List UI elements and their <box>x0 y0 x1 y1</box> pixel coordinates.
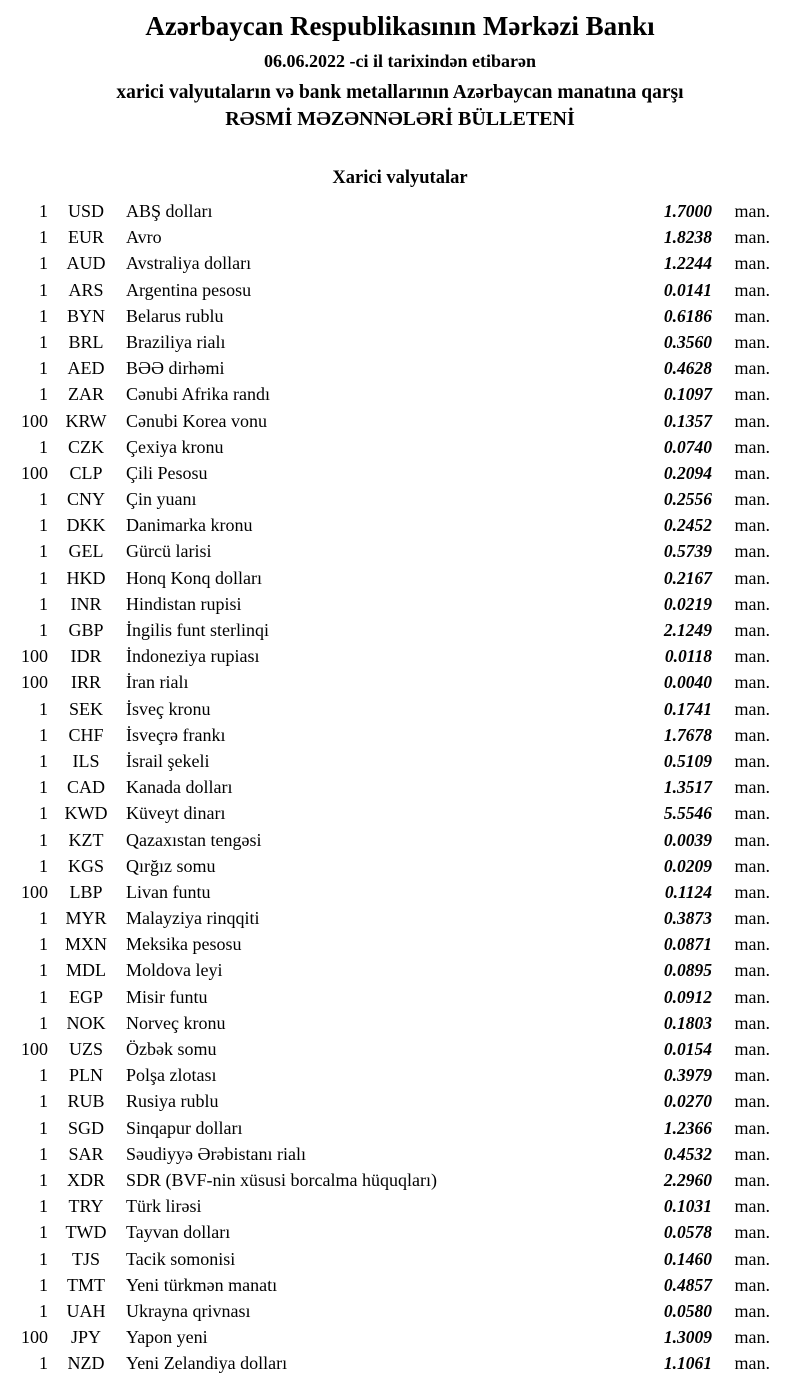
currency-name-cell: Danimarka kronu <box>126 515 253 536</box>
currency-code-cell: IDR <box>70 646 102 667</box>
rate-value-cell: 0.1460 <box>663 1248 712 1269</box>
currency-code-cell: ARS <box>68 279 104 300</box>
rate-value-cell: 0.1124 <box>664 881 712 902</box>
currency-code-cell: INR <box>70 593 102 614</box>
currency-name-cell: Cənubi Afrika randı <box>126 384 270 405</box>
rate-row <box>8 1272 770 1298</box>
unit-cell: man. <box>734 881 770 902</box>
unit-cell: man. <box>734 646 770 667</box>
currency-code-cell: MXN <box>64 934 107 955</box>
rate-row <box>8 1010 770 1036</box>
rate-value-cell: 0.0740 <box>663 436 712 457</box>
rate-row <box>8 984 770 1010</box>
rate-row <box>8 643 770 669</box>
currency-code-cell: KRW <box>65 410 107 431</box>
quantity-cell: 1 <box>39 201 48 221</box>
quantity-cell: 1 <box>39 750 48 771</box>
rate-value-cell: 1.1061 <box>663 1353 712 1374</box>
currency-name-cell: İsveç kronu <box>126 698 211 719</box>
rate-row <box>8 774 770 800</box>
rate-value-cell: 1.8238 <box>663 227 712 248</box>
rate-row <box>8 329 770 355</box>
rate-row <box>8 722 770 748</box>
unit-cell: man. <box>734 1196 770 1217</box>
rate-value-cell: 0.0871 <box>663 934 712 955</box>
currency-code-cell: CHF <box>68 724 104 745</box>
rate-value-cell: 0.2452 <box>663 515 712 536</box>
currency-name-cell: Avstraliya dolları <box>126 253 252 274</box>
rate-value-cell: 1.7000 <box>663 201 712 221</box>
unit-cell: man. <box>734 567 770 588</box>
unit-cell: man. <box>734 462 770 483</box>
unit-cell: man. <box>734 331 770 352</box>
rate-row <box>8 1115 770 1141</box>
rate-row <box>8 1141 770 1167</box>
unit-cell: man. <box>734 620 770 640</box>
rate-row <box>8 408 770 434</box>
quantity-cell: 1 <box>39 1117 48 1138</box>
rate-row <box>8 591 770 617</box>
rate-row <box>8 1324 770 1350</box>
rate-row <box>8 303 770 329</box>
quantity-cell: 1 <box>39 1143 48 1164</box>
unit-cell: man. <box>734 1300 770 1321</box>
unit-cell: man. <box>734 855 770 876</box>
unit-cell: man. <box>734 724 770 745</box>
unit-cell: man. <box>734 908 770 929</box>
currency-code-cell: ZAR <box>68 384 104 405</box>
rate-value-cell: 0.2556 <box>663 489 712 510</box>
unit-cell: man. <box>734 358 770 379</box>
currency-code-cell: CNY <box>66 489 105 510</box>
rate-value-cell: 0.2167 <box>663 567 712 588</box>
unit-cell: man. <box>734 1012 770 1033</box>
rate-value-cell: 0.5739 <box>663 541 712 562</box>
currency-code-cell: DKK <box>66 515 106 536</box>
rate-value-cell: 1.3517 <box>663 777 712 798</box>
unit-cell: man. <box>734 986 770 1007</box>
unit-cell: man. <box>734 253 770 274</box>
quantity-cell: 1 <box>39 541 48 562</box>
currency-name-cell: Braziliya rialı <box>126 331 226 352</box>
rate-row <box>8 748 770 774</box>
unit-cell: man. <box>734 698 770 719</box>
rate-row <box>8 1167 770 1193</box>
currency-name-cell: Gürcü larisi <box>126 541 212 562</box>
rate-value-cell: 0.4532 <box>663 1143 712 1164</box>
currency-code-cell: ILS <box>72 750 100 771</box>
rate-row <box>8 1062 770 1088</box>
unit-cell: man. <box>734 305 770 326</box>
rate-row <box>8 538 770 564</box>
currency-code-cell: UZS <box>68 1039 103 1059</box>
rate-value-cell: 0.1741 <box>663 698 712 719</box>
unit-cell: man. <box>734 593 770 614</box>
currency-code-cell: NZD <box>67 1353 105 1374</box>
unit-cell: man. <box>734 384 770 405</box>
currency-code-cell: XDR <box>66 1169 105 1190</box>
currency-code-cell: HKD <box>66 567 106 588</box>
currency-code-cell: SGD <box>67 1117 104 1138</box>
currency-name-cell: Türk lirəsi <box>126 1196 202 1217</box>
rate-value-cell: 2.2960 <box>663 1169 712 1190</box>
currency-name-cell: Çexiya kronu <box>126 436 224 457</box>
quantity-cell: 100 <box>21 462 48 483</box>
unit-cell: man. <box>734 1091 770 1112</box>
rate-value-cell: 0.0118 <box>664 646 712 667</box>
rate-value-cell: 0.4857 <box>663 1274 712 1295</box>
effective-date-line: 06.06.2022 -ci il tarixindən etibarən <box>264 51 536 71</box>
subtitle-line2: RƏSMİ MƏZƏNNƏLƏRİ BÜLLETENİ <box>225 108 575 130</box>
currency-name-cell: İsveçrə frankı <box>126 724 226 745</box>
rate-value-cell: 0.6186 <box>663 305 712 326</box>
quantity-cell: 1 <box>39 986 48 1007</box>
rate-row <box>8 486 770 512</box>
rate-row <box>8 277 770 303</box>
currency-code-cell: BYN <box>66 305 105 326</box>
bank-name-title: Azərbaycan Respublikasının Mərkəzi Bankı <box>145 11 655 41</box>
unit-cell: man. <box>734 489 770 510</box>
rate-value-cell: 0.0270 <box>663 1091 712 1112</box>
rate-value-cell: 2.1249 <box>663 620 712 640</box>
rates-table <box>0 198 800 1376</box>
quantity-cell: 1 <box>39 698 48 719</box>
currency-name-cell: Malayziya rinqqiti <box>126 908 260 929</box>
quantity-cell: 1 <box>39 1012 48 1033</box>
currency-code-cell: CAD <box>66 777 105 798</box>
currency-name-cell: Çin yuanı <box>126 489 197 510</box>
rate-value-cell: 0.5109 <box>663 750 712 771</box>
currency-code-cell: UAH <box>66 1300 106 1321</box>
subtitle-line1: xarici valyutaların və bank metallarının Azərbaycan manatına qarşı <box>116 82 684 103</box>
quantity-cell: 1 <box>39 1274 48 1295</box>
quantity-cell: 1 <box>39 1169 48 1190</box>
currency-code-cell: BRL <box>68 331 104 352</box>
rate-row <box>8 1298 770 1324</box>
quantity-cell: 100 <box>21 410 48 431</box>
unit-cell: man. <box>734 227 770 248</box>
currency-name-cell: Cənubi Korea vonu <box>126 410 267 431</box>
unit-cell: man. <box>734 934 770 955</box>
unit-cell: man. <box>734 672 770 693</box>
currency-code-cell: USD <box>67 201 104 221</box>
rate-row <box>8 957 770 983</box>
quantity-cell: 100 <box>21 672 48 693</box>
rate-row <box>8 250 770 276</box>
currency-name-cell: Rusiya rublu <box>126 1091 219 1112</box>
rate-value-cell: 0.0039 <box>663 829 712 850</box>
rate-value-cell: 0.0219 <box>663 593 712 614</box>
currency-name-cell: Ukrayna qrivnası <box>126 1300 251 1321</box>
unit-cell: man. <box>734 279 770 300</box>
currency-name-cell: BƏƏ dirhəmi <box>126 358 225 379</box>
currency-code-cell: EGP <box>68 986 103 1007</box>
quantity-cell: 100 <box>21 1039 48 1059</box>
unit-cell: man. <box>734 410 770 431</box>
quantity-cell: 1 <box>39 358 48 379</box>
currency-name-cell: Moldova leyi <box>126 960 223 981</box>
rate-value-cell: 0.1803 <box>663 1012 712 1033</box>
quantity-cell: 1 <box>39 934 48 955</box>
unit-cell: man. <box>734 1353 770 1374</box>
quantity-cell: 1 <box>39 1353 48 1374</box>
currency-name-cell: Yeni Zelandiya dolları <box>126 1353 288 1374</box>
currency-name-cell: Qırğız somu <box>126 855 216 876</box>
currency-name-cell: Livan funtu <box>126 881 211 902</box>
unit-cell: man. <box>734 829 770 850</box>
rate-value-cell: 5.5546 <box>663 803 712 824</box>
unit-cell: man. <box>734 1274 770 1295</box>
rate-row <box>8 931 770 957</box>
quantity-cell: 1 <box>39 489 48 510</box>
quantity-cell: 1 <box>39 1300 48 1321</box>
quantity-cell: 1 <box>39 1065 48 1086</box>
currency-name-cell: İndoneziya rupiası <box>126 646 260 667</box>
quantity-cell: 1 <box>39 305 48 326</box>
currency-code-cell: MYR <box>65 908 107 929</box>
currency-code-cell: MDL <box>66 960 106 981</box>
rate-row <box>8 879 770 905</box>
currency-code-cell: CLP <box>69 462 103 483</box>
rate-row <box>8 434 770 460</box>
currency-name-cell: Misir funtu <box>126 986 208 1007</box>
quantity-cell: 1 <box>39 908 48 929</box>
currency-name-cell: İran rialı <box>126 672 189 693</box>
rate-row <box>8 669 770 695</box>
currency-code-cell: KWD <box>64 803 108 824</box>
unit-cell: man. <box>734 541 770 562</box>
unit-cell: man. <box>734 201 770 221</box>
rate-value-cell: 0.0895 <box>663 960 712 981</box>
currency-name-cell: İsrail şekeli <box>126 750 210 771</box>
rate-row <box>8 1036 770 1062</box>
rate-row <box>8 1193 770 1219</box>
unit-cell: man. <box>734 1039 770 1059</box>
currency-code-cell: JPY <box>70 1327 101 1348</box>
quantity-cell: 1 <box>39 567 48 588</box>
rate-row <box>8 460 770 486</box>
rate-value-cell: 0.0154 <box>663 1039 712 1059</box>
rate-value-cell: 0.3873 <box>663 908 712 929</box>
currency-code-cell: LBP <box>69 881 103 902</box>
unit-cell: man. <box>734 1143 770 1164</box>
rate-value-cell: 0.0209 <box>663 855 712 876</box>
currency-code-cell: SEK <box>68 698 103 719</box>
currency-name-cell: Özbək somu <box>126 1039 217 1059</box>
currency-name-cell: Hindistan rupisi <box>126 593 242 614</box>
quantity-cell: 1 <box>39 515 48 536</box>
currency-code-cell: SAR <box>68 1143 104 1164</box>
quantity-cell: 100 <box>21 1327 48 1348</box>
quantity-cell: 100 <box>21 646 48 667</box>
unit-cell: man. <box>734 1169 770 1190</box>
quantity-cell: 1 <box>39 436 48 457</box>
currency-code-cell: GBP <box>68 620 104 640</box>
currency-name-cell: Tayvan dolları <box>126 1222 231 1243</box>
unit-cell: man. <box>734 1117 770 1138</box>
currency-code-cell: KGS <box>67 855 104 876</box>
section-title: Xarici valyutalar <box>332 168 468 188</box>
currency-name-cell: Avro <box>126 227 162 248</box>
rate-value-cell: 0.0141 <box>663 279 712 300</box>
rate-row <box>8 565 770 591</box>
currency-code-cell: TRY <box>68 1196 104 1217</box>
rate-value-cell: 0.2094 <box>663 462 712 483</box>
currency-name-cell: Qazaxıstan tengəsi <box>126 829 262 850</box>
rate-row <box>8 800 770 826</box>
unit-cell: man. <box>734 803 770 824</box>
quantity-cell: 1 <box>39 253 48 274</box>
currency-name-cell: SDR (BVF-nin xüsusi borcalma hüquqları) <box>126 1169 437 1190</box>
currency-name-cell: Meksika pesosu <box>126 934 242 955</box>
currency-name-cell: Polşa zlotası <box>126 1065 217 1086</box>
currency-name-cell: İngilis funt sterlinqi <box>126 620 269 640</box>
currency-name-cell: Çili Pesosu <box>126 462 208 483</box>
quantity-cell: 1 <box>39 384 48 405</box>
rate-value-cell: 1.2244 <box>663 253 712 274</box>
rate-row <box>8 827 770 853</box>
quantity-cell: 1 <box>39 724 48 745</box>
rate-row <box>8 1088 770 1114</box>
rate-value-cell: 0.3979 <box>663 1065 712 1086</box>
rate-value-cell: 0.1031 <box>663 1196 712 1217</box>
quantity-cell: 1 <box>39 1091 48 1112</box>
quantity-cell: 1 <box>39 1248 48 1269</box>
unit-cell: man. <box>734 750 770 771</box>
rate-value-cell: 0.3560 <box>663 331 712 352</box>
currency-code-cell: TJS <box>71 1248 100 1269</box>
currency-code-cell: TWD <box>65 1222 107 1243</box>
quantity-cell: 1 <box>39 777 48 798</box>
rate-row <box>8 381 770 407</box>
currency-code-cell: TMT <box>67 1274 105 1295</box>
rate-row <box>8 198 770 224</box>
currency-code-cell: KZT <box>68 829 104 850</box>
quantity-cell: 1 <box>39 593 48 614</box>
currency-code-cell: RUB <box>67 1091 105 1112</box>
currency-name-cell: Yapon yeni <box>126 1327 208 1348</box>
rate-value-cell: 1.7678 <box>663 724 712 745</box>
rate-row <box>8 1350 770 1376</box>
currency-name-cell: Argentina pesosu <box>126 279 252 300</box>
currency-code-cell: GEL <box>68 541 104 562</box>
rate-value-cell: 0.1097 <box>663 384 712 405</box>
rate-value-cell: 1.3009 <box>663 1327 712 1348</box>
rate-row <box>8 355 770 381</box>
rate-value-cell: 0.4628 <box>663 358 712 379</box>
unit-cell: man. <box>734 960 770 981</box>
rate-row <box>8 696 770 722</box>
currency-name-cell: ABŞ dolları <box>126 201 213 221</box>
quantity-cell: 1 <box>39 227 48 248</box>
currency-name-cell: Norveç kronu <box>126 1012 226 1033</box>
currency-name-cell: Kanada dolları <box>126 777 233 798</box>
rate-value-cell: 0.0578 <box>663 1222 712 1243</box>
rate-value-cell: 0.1357 <box>663 410 712 431</box>
rate-value-cell: 1.2366 <box>663 1117 712 1138</box>
rate-row <box>8 905 770 931</box>
quantity-cell: 1 <box>39 1196 48 1217</box>
currency-code-cell: EUR <box>68 227 104 248</box>
rate-row <box>8 224 770 250</box>
quantity-cell: 1 <box>39 855 48 876</box>
quantity-cell: 1 <box>39 803 48 824</box>
quantity-cell: 1 <box>39 829 48 850</box>
quantity-cell: 1 <box>39 1222 48 1243</box>
unit-cell: man. <box>734 1065 770 1086</box>
rate-row <box>8 1219 770 1245</box>
rate-value-cell: 0.0040 <box>663 672 712 693</box>
unit-cell: man. <box>734 1248 770 1269</box>
currency-code-cell: NOK <box>66 1012 106 1033</box>
currency-name-cell: Belarus rublu <box>126 305 224 326</box>
rate-row <box>8 617 770 643</box>
currency-code-cell: AUD <box>66 253 106 274</box>
bulletin-header <box>0 10 800 131</box>
rate-row <box>8 512 770 538</box>
unit-cell: man. <box>734 1222 770 1243</box>
quantity-cell: 1 <box>39 331 48 352</box>
currency-name-cell: Küveyt dinarı <box>126 803 226 824</box>
unit-cell: man. <box>734 777 770 798</box>
unit-cell: man. <box>734 515 770 536</box>
rate-row <box>8 853 770 879</box>
currency-name-cell: Honq Konq dolları <box>126 567 262 588</box>
currency-code-cell: IRR <box>70 672 101 693</box>
quantity-cell: 1 <box>39 960 48 981</box>
currency-name-cell: Səudiyyə Ərəbistanı rialı <box>126 1143 306 1164</box>
rate-value-cell: 0.0912 <box>663 986 712 1007</box>
quantity-cell: 1 <box>39 279 48 300</box>
currency-name-cell: Yeni türkmən manatı <box>126 1274 278 1295</box>
unit-cell: man. <box>734 436 770 457</box>
rate-value-cell: 0.0580 <box>663 1300 712 1321</box>
quantity-cell: 100 <box>21 881 48 902</box>
rate-row <box>8 1246 770 1272</box>
quantity-cell: 1 <box>39 620 48 640</box>
currency-name-cell: Sinqapur dolları <box>126 1117 243 1138</box>
currency-code-cell: PLN <box>68 1065 103 1086</box>
unit-cell: man. <box>734 1327 770 1348</box>
currency-name-cell: Tacik somonisi <box>126 1248 236 1269</box>
currency-code-cell: AED <box>67 358 105 379</box>
currency-code-cell: CZK <box>68 436 104 457</box>
